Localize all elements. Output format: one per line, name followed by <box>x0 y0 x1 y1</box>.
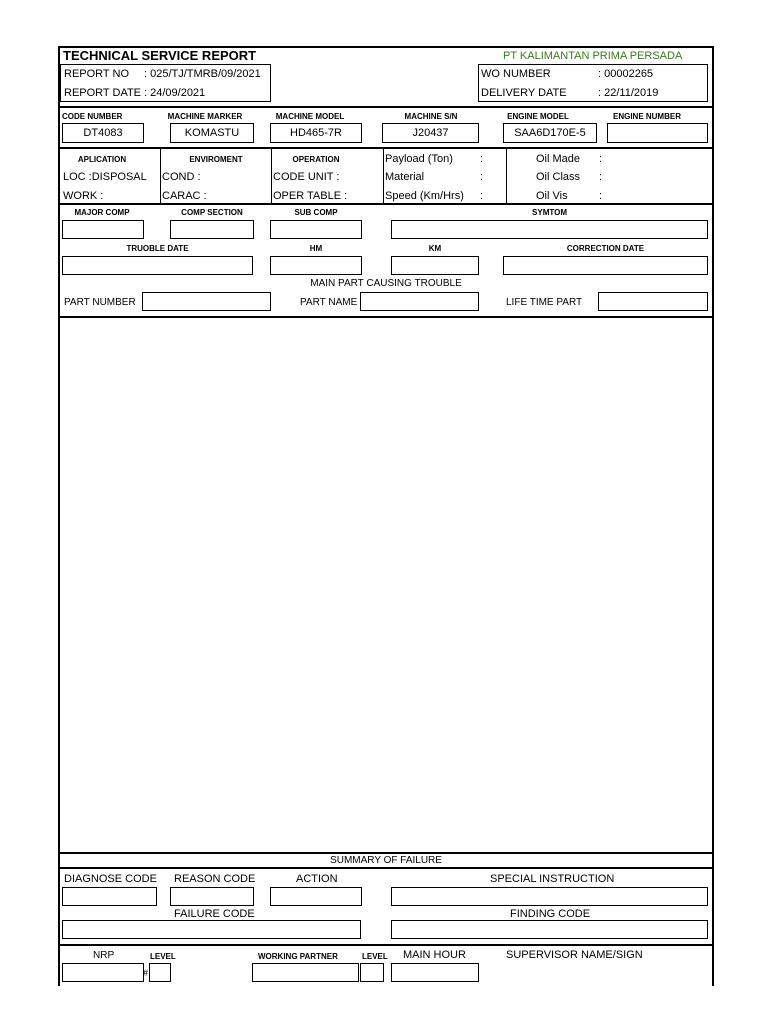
finding-code-field[interactable] <box>391 920 708 939</box>
aplication-label: APLICATION <box>77 155 127 164</box>
part-number-label: PART NUMBER <box>64 297 136 308</box>
carac-field: CARAC : <box>162 190 207 202</box>
symtom-label: SYMTOM <box>532 208 567 217</box>
trouble-date-label: TRUOBLE DATE <box>126 244 189 253</box>
machine-sn-value: J20437 <box>412 127 449 139</box>
colon: : <box>599 153 603 165</box>
report-date-value: : 24/09/2021 <box>144 87 206 99</box>
colon: : <box>480 153 484 165</box>
diagnose-code-label: DIAGNOSE CODE <box>64 873 157 885</box>
divider <box>58 106 714 108</box>
main-part-heading: MAIN PART CAUSING TROUBLE <box>310 278 462 289</box>
engine-number-label: ENGINE NUMBER <box>612 112 681 121</box>
part-name-field[interactable] <box>360 292 479 311</box>
summary-title: SUMMARY OF FAILURE <box>330 855 442 866</box>
km-field[interactable] <box>391 256 479 275</box>
nrp-label: NRP <box>93 950 115 961</box>
colon: : <box>599 171 603 183</box>
report-title: TECHNICAL SERVICE REPORT <box>63 48 257 63</box>
report-no-value: : 025/TJ/TMRB/09/2021 <box>144 68 261 80</box>
code-number-label: CODE NUMBER <box>62 112 123 121</box>
divider <box>58 316 714 318</box>
reason-code-label: REASON CODE <box>174 873 256 885</box>
supervisor-label: SUPERVISOR NAME/SIGN <box>506 949 643 961</box>
work-field: WORK : <box>63 190 104 202</box>
life-time-part-field[interactable] <box>598 292 708 311</box>
delivery-date-value: : 22/11/2019 <box>598 87 659 99</box>
engine-model-field[interactable] <box>503 123 597 143</box>
description-area[interactable] <box>60 320 712 852</box>
diagnose-code-field[interactable] <box>62 887 157 906</box>
oil-made-label: Oil Made <box>536 153 581 165</box>
column-divider <box>160 149 161 203</box>
divider <box>58 147 714 149</box>
code-unit-field: CODE UNIT : <box>273 171 340 183</box>
operation-label: OPERATION <box>292 155 340 164</box>
engine-model-label: ENGINE MODEL <box>507 112 569 121</box>
column-divider <box>506 149 507 203</box>
machine-marker-value: KOMASTU <box>184 127 240 139</box>
machine-marker-field[interactable] <box>170 123 254 143</box>
machine-model-value: HD465-7R <box>290 127 342 139</box>
sub-comp-label: SUB COMP <box>294 208 338 217</box>
hash-mark: # <box>143 968 149 978</box>
comp-section-label: COMP SECTION <box>181 208 243 217</box>
comp-section-field[interactable] <box>170 220 254 239</box>
report-no-label: REPORT NO <box>64 68 129 80</box>
column-divider <box>271 149 272 203</box>
trouble-date-field[interactable] <box>62 256 253 275</box>
finding-code-label: FINDING CODE <box>510 908 591 920</box>
hm-label: HM <box>309 244 323 253</box>
delivery-date-label: DELIVERY DATE <box>481 87 567 99</box>
colon: : <box>480 190 484 202</box>
hm-field[interactable] <box>270 256 362 275</box>
part-name-label: PART NAME <box>300 297 358 308</box>
loc-field: LOC :DISPOSAL <box>63 171 147 183</box>
reason-code-field[interactable] <box>170 887 254 906</box>
main-hour-field[interactable] <box>391 963 479 982</box>
oil-vis-label: Oil Vis <box>536 190 568 202</box>
main-hour-label: MAIN HOUR <box>403 949 466 961</box>
working-partner-label: WORKING PARTNER <box>258 952 338 961</box>
divider <box>58 867 714 869</box>
correction-date-field[interactable] <box>503 256 708 275</box>
life-time-part-label: LIFE TIME PART <box>506 297 583 308</box>
divider <box>58 203 714 205</box>
wo-number-value: : 00002265 <box>598 68 654 80</box>
failure-code-field[interactable] <box>62 920 361 939</box>
engine-number-field[interactable] <box>607 123 708 143</box>
code-number-value: DT4083 <box>83 127 123 139</box>
cond-field: COND : <box>162 171 201 183</box>
speed-label: Speed (Km/Hrs) <box>385 190 464 202</box>
failure-code-label: FAILURE CODE <box>174 908 255 920</box>
level-label: LEVEL <box>362 952 388 961</box>
machine-sn-field[interactable] <box>382 123 479 143</box>
action-field[interactable] <box>270 887 362 906</box>
partner-level-field[interactable] <box>360 963 384 982</box>
level-label: LEVEL <box>150 952 176 961</box>
payload-label: Payload (Ton) <box>385 153 453 165</box>
major-comp-label: MAJOR COMP <box>74 208 130 217</box>
company-name: PT KALIMANTAN PRIMA PERSADA <box>503 50 683 62</box>
km-label: KM <box>428 244 442 253</box>
divider <box>58 944 714 946</box>
oper-table-field: OPER TABLE : <box>273 190 348 202</box>
special-instruction-field[interactable] <box>391 887 708 906</box>
sub-comp-field[interactable] <box>270 220 362 239</box>
machine-sn-label: MACHINE S/N <box>404 112 458 121</box>
colon: : <box>599 190 603 202</box>
enviroment-label: ENVIROMENT <box>189 155 243 164</box>
symtom-field[interactable] <box>391 220 708 239</box>
nrp-field[interactable] <box>62 963 144 982</box>
major-comp-field[interactable] <box>62 220 144 239</box>
wo-number-label: WO NUMBER <box>481 68 551 80</box>
engine-model-value: SAA6D170E-5 <box>514 127 586 139</box>
action-label: ACTION <box>296 873 338 885</box>
oil-class-label: Oil Class <box>536 171 581 183</box>
machine-model-label: MACHINE MODEL <box>275 112 345 121</box>
part-number-field[interactable] <box>142 292 271 311</box>
level-field[interactable] <box>149 963 171 982</box>
machine-model-field[interactable] <box>270 123 362 143</box>
special-instruction-label: SPECIAL INSTRUCTION <box>490 873 615 885</box>
report-date-label: REPORT DATE <box>64 87 142 99</box>
column-divider <box>383 149 384 203</box>
code-number-field[interactable] <box>62 123 144 143</box>
material-label: Material <box>385 171 425 183</box>
correction-date-label: CORRECTION DATE <box>566 244 645 253</box>
machine-marker-label: MACHINE MARKER <box>167 112 243 121</box>
colon: : <box>480 171 484 183</box>
working-partner-field[interactable] <box>252 963 359 982</box>
